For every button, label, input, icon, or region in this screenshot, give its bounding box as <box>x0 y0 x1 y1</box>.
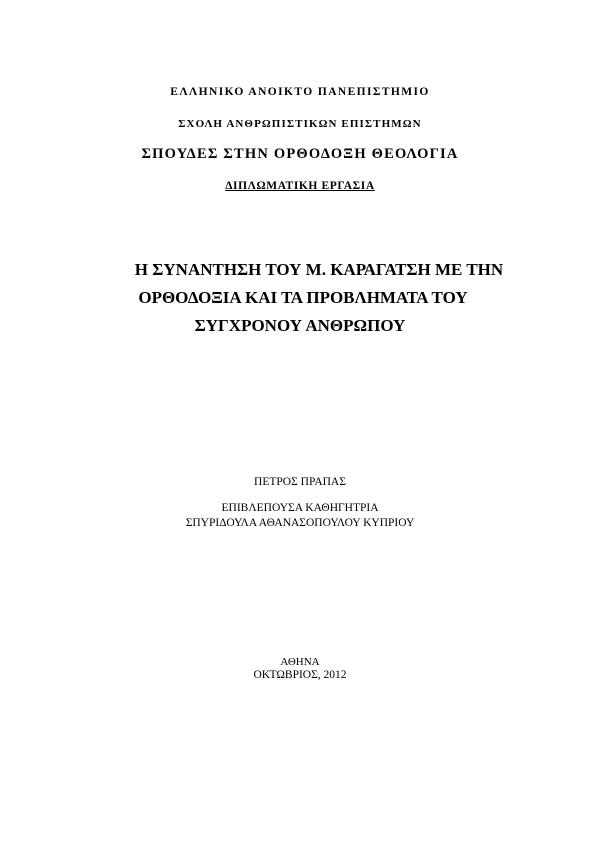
title-line-1: Η ΣΥΝΑΝΤΗΣΗ ΤΟΥ Μ. ΚΑΡΑΓΑΤΣΗ ΜΕ ΤΗΝ <box>134 260 504 279</box>
school-name: ΣΧΟΛΗ ΑΝΘΡΩΠΙΣΤΙΚΩΝ ΕΠΙΣΤΗΜΩΝ <box>178 118 422 130</box>
program-name: ΣΠΟΥΔΕΣ ΣΤΗΝ ΟΡΘΟΔΟΞΗ ΘΕΟΛΟΓΙΑ <box>141 146 459 162</box>
university-name: ΕΛΛΗΝΙΚΟ ΑΝΟΙΚΤΟ ΠΑΝΕΠΙΣΤΗΜΙΟ <box>170 86 430 98</box>
place: ΑΘΗΝΑ <box>280 656 320 668</box>
title-line-2: ΟΡΘΟΔΟΞΙΑ ΚΑΙ ΤΑ ΠΡΟΒΛΗΜΑΤΑ ΤΟΥ <box>138 288 468 307</box>
title-line-3: ΣΥΓΧΡΟΝΟΥ ΑΝΘΡΩΠΟΥ <box>194 316 406 335</box>
supervisor-name: ΣΠΥΡΙΔΟΥΛΑ ΑΘΑΝΑΣΟΠΟΥΛΟΥ ΚΥΠΡΙΟΥ <box>185 517 415 529</box>
thesis-title <box>0 256 600 340</box>
supervisor-role: ΕΠΙΒΛΕΠΟΥΣΑ ΚΑΘΗΓΗΤΡΙΑ <box>221 502 379 514</box>
date: ΟΚΤΩΒΡΙΟΣ, 2012 <box>253 669 347 681</box>
document-type: ΔΙΠΛΩΜΑΤΙΚΗ ΕΡΓΑΣΙΑ <box>225 180 375 192</box>
author-name: ΠΕΤΡΟΣ ΠΡΑΠΑΣ <box>254 476 346 488</box>
